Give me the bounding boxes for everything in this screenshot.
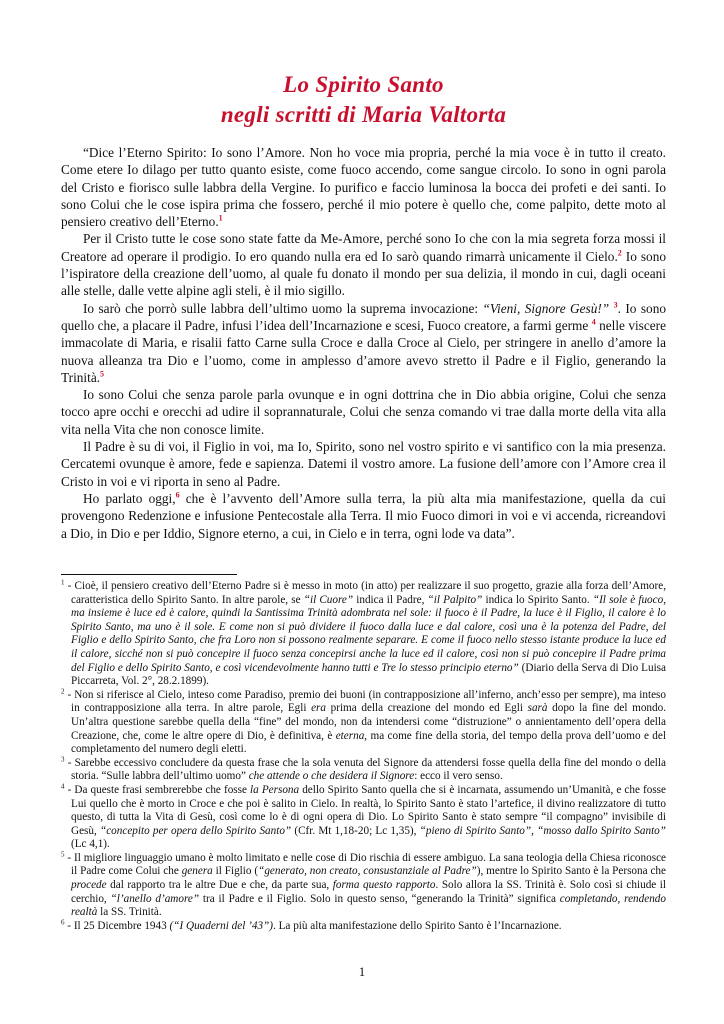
document-title <box>61 70 666 130</box>
paragraph-text: “Dice l’Eterno Spirito: Io sono l’Amore. Non ho voce mia propria, perché la mia voce è in tutto il creato. Come etere Io dilago per tutto quanto esiste, come fuoco accendo, come sangue circolo. Io sono in ogni parola del Cristo e fiorisco sulle labbra della Vergine. Io purifico e faccio luminosa la bocca dei profeti e dei santi. Io sono Colui che le cose ispira prima che fossero, perché il mio potere è quello che, come palpito, dette moto al pensiero creativo dell’Eterno. <box>61 145 666 230</box>
footnote-italic: procede <box>71 879 107 892</box>
footnote-text: - Non si riferisce al Cielo, inteso come Paradiso, premio dei buoni (in contrapposizione all’inferno, anch’esso per sempre), ma inteso in contrapposizione alla terra. In altre parole, Egli <box>64 688 666 715</box>
footnote-text: indica il Padre, <box>353 593 428 606</box>
page-number: 1 <box>358 964 366 979</box>
footnote-italic: “generato, non creato, consustanziale al Padre” <box>258 865 477 878</box>
footnotes <box>61 580 666 933</box>
document-page <box>61 70 666 542</box>
footnote-ref-6[interactable]: 6 <box>175 490 180 500</box>
footnote-text: ), mentre lo Spirito Santo è la Persona che <box>476 865 666 878</box>
footnote-text: - Cioè, il pensiero creativo dell’Eterno Padre si è messo in moto (in atto) per realizzare il suo progetto, grazie alla forza dell’Amore, caratteristica dello Spirito Santo. In altre parole, se <box>64 580 666 606</box>
footnote-text: indica lo Spirito Santo. <box>482 593 593 606</box>
footnote-italic: “Il sole è fuoco, ma insieme è luce ed è calore, quindi la Santissima Trinità adombrata nel sole: il fuoco è il Padre, la luce è il Figlio, il calore è lo Spirito Santo, ma uno è il sole. E come non si può dividere il fuoco dalla luce e dal calore, così una è la potenza del Padre, del Figlio e dello Spirito Santo, che fra Loro non si possono realmente separare. E come il fuoco nello stesso istante produce la luce ed il calore, sicché non si può concepire il fuoco senza concepirsi anche la luce ed il calore, così non si può concepire il Padre prima del Figlio e dello Spirito Santo, e così vicendevolmente hanno tutti e Tre lo stesso principio eterno” <box>71 593 667 674</box>
paragraph-text: Ho parlato oggi, <box>83 490 176 506</box>
footnote-number: 5 <box>61 850 65 859</box>
paragraph-6 <box>61 490 666 542</box>
paragraph-3 <box>61 300 666 386</box>
footnote-number: 3 <box>61 754 65 763</box>
footnote-italic: “pieno di Spirito Santo”, “mosso dallo Spirito Santo” <box>419 824 666 837</box>
footnote-italic: eterna, <box>335 729 368 742</box>
footnote-number: 1 <box>61 578 65 587</box>
footnote-italic: “l’anello d’amore” <box>110 892 200 905</box>
paragraph-text: Io sono l’ispiratore della creazione dell’uomo, al quale fu donato il mondo per sua delizia, il mondo in cui, dagli oceani alle stelle, dalle vette alpine agli steli, è il mio sigillo. <box>61 248 666 299</box>
paragraph-text: nelle viscere immacolate di Maria, e risalii fatto Carne sulla Croce e dalla Croce al Cielo, per stringere in anello d’amore la nuova alleanza tra Dio e l’uomo, come in amplesso d’amore avevo stretto il Padre e il Figlio, generando la Trinità. <box>61 317 666 385</box>
footnote-text: . Solo allora la SS. Trinità è. Solo così si chiude il cerchio, <box>71 879 666 905</box>
footnote-italic: “il Palpito” <box>427 593 483 606</box>
paragraph-1 <box>61 144 666 230</box>
paragraph-2 <box>61 230 666 299</box>
main-text <box>61 144 666 542</box>
footnote-ref-5[interactable]: 5 <box>100 369 105 379</box>
footnote-text: dopo la fine del mondo. Un’altra questione sarebbe quella della “fine” del mondo, non da intendersi come “distruzione” o annientamento dell’opera della Creazione, che, come le altre opere di Dio, è definitiva, è <box>71 702 666 742</box>
footnote-italic: che attende o che desidera il Signore <box>248 770 415 783</box>
footnote-text: : ecco il vero senso. <box>414 770 503 783</box>
footnote-ref-3[interactable]: 3 <box>613 300 618 310</box>
footnote-text: il Figlio ( <box>212 865 259 878</box>
footnote-ref-1[interactable]: 1 <box>218 213 223 223</box>
footnote-3 <box>61 754 666 784</box>
footnote-italic: (“I Quaderni del ’43”) <box>169 919 273 932</box>
footnote-number: 2 <box>61 687 65 696</box>
footnote-italic: “concepito per opera dello Spirito Santo” <box>99 824 292 837</box>
footnote-number: 4 <box>61 782 65 791</box>
footnote-text: - Il migliore linguaggio umano è molto limitato e nelle cose di Dio rischia di essere ambiguo. La sana teologia della Chiesa riconosce il Padre come Colui che <box>64 851 666 878</box>
footnote-2 <box>61 689 666 757</box>
paragraph-text: che è l’avvento dell’Amore sulla terra, la più alta mia manifestazione, quella da cui provengono Redenzione e infusione Pentecostale alla Terra. Il mio Fuoco dimori in voi e vi accenda, ricreandovi a Dio, in Dio e per Iddio, Signore eterno, a cui, in Cielo e in terra, ogni lode va data”. <box>61 490 667 541</box>
paragraph-4: Io sono Colui che senza parole parla ovunque e in ogni dottrina che in Dio abbia origine, Colui che senza tocco apre occhi e orecchi ad udire il soprannaturale, Colui che senza comando vi trae dalla morte della vita alla vita nella Vita che non conosce limite. <box>61 387 666 437</box>
footnote-text: tra il Padre e il Figlio. Solo in questo senso, “generando la Trinità” significa <box>199 892 560 905</box>
footnote-ref-4[interactable]: 4 <box>591 317 596 327</box>
footnote-separator <box>61 574 237 575</box>
paragraph-text: Per il Cristo tutte le cose sono state fatte da Me-Amore, perché sono Io che con la mia segreta forza mossi il Creatore ad operare il prodigio. Io ero quando nulla era ed Io sarò quando rimarrà unicamente il Cielo. <box>61 231 666 264</box>
footnote-number: 6 <box>61 918 65 927</box>
footnote-text: dal rapporto tra le altre Due e che, da parte sua, <box>106 879 333 892</box>
footnote-italic: era <box>311 702 327 715</box>
footnote-italic: forma questo rapporto <box>332 879 436 892</box>
footnote-text: (Diario della Serva di Dio Luisa Piccarreta, Vol. 2°, 28.2.1899). <box>71 661 666 688</box>
footnote-text: la SS. Trinità. <box>97 906 162 919</box>
footnote-italic: completando, rendendo realtà <box>71 892 666 919</box>
footnote-text: ma come fine della storia, del tempo della prova dell’uomo e del completamento del numero degli eletti. <box>71 729 666 756</box>
footnote-text: prima della creazione del mondo ed Egli <box>326 702 528 715</box>
footnote-italic: la Persona <box>250 783 300 796</box>
footnote-5 <box>61 852 666 920</box>
paragraph-text: . Io sono quello che, a placare il Padre, infusi l’idea dell’Incarnazione e scesi, Fuoco creatore, a farmi germe <box>61 300 667 333</box>
footnote-text: dello Spirito Santo quella che si è incarnata, assumendo un’Umanità, e che fosse Lui quello che è morto in Croce e che poi è salito in Cielo. In realtà, lo Spirito Santo è stato l’artefice, il divino realizzatore di tutto questo, di tutta la Vita di Gesù, così come lo è di ogni opera di Dio. Lo Spirito Santo è stato sempre “il compagno” invisibile di Gesù, <box>71 783 666 837</box>
footnote-italic: “il Cuore” <box>303 593 354 606</box>
footnote-italic: genera <box>181 865 213 878</box>
footnote-1 <box>61 580 666 689</box>
footnote-6 <box>61 920 666 934</box>
footnote-text: (Lc 4,1). <box>71 838 110 851</box>
footnote-text: . La più alta manifestazione dello Spirito Santo è l’Incarnazione. <box>273 919 562 932</box>
title-line-2: negli scritti di Maria Valtorta <box>220 102 507 127</box>
invocation-quote: “Vieni, Signore Gesù!” <box>482 300 610 316</box>
footnote-text: - Sarebbe eccessivo concludere da questa frase che la sola venuta del Signore da attendersi fosse quella della fine del mondo o della storia. “Sulle labbra dell’ultimo uomo” <box>64 756 666 783</box>
title-line-1: Lo Spirito Santo <box>283 72 444 97</box>
paragraph-5: Il Padre è su di voi, il Figlio in voi, ma Io, Spirito, sono nel vostro spirito e vi santifico con la mia presenza. Cercatemi ovunque è amore, fede e sapienza. Datemi il vostro amore. La fusione dell’amore con l’Amore crea il Cristo in voi e vi riporta in seno al Padre. <box>61 439 666 489</box>
paragraph-text: Io sarò che porrò sulle labbra dell’ultimo uomo la suprema invocazione: <box>83 300 483 316</box>
footnote-italic: sarà <box>527 702 548 715</box>
footnote-text: - Il 25 Dicembre 1943 <box>64 919 170 932</box>
footnote-text: (Cfr. Mt 1,18-20; Lc 1,35), <box>291 824 420 837</box>
footnote-ref-2[interactable]: 2 <box>617 248 622 258</box>
footnote-4 <box>61 784 666 852</box>
footnote-text: - Da queste frasi sembrerebbe che fosse <box>64 783 251 796</box>
